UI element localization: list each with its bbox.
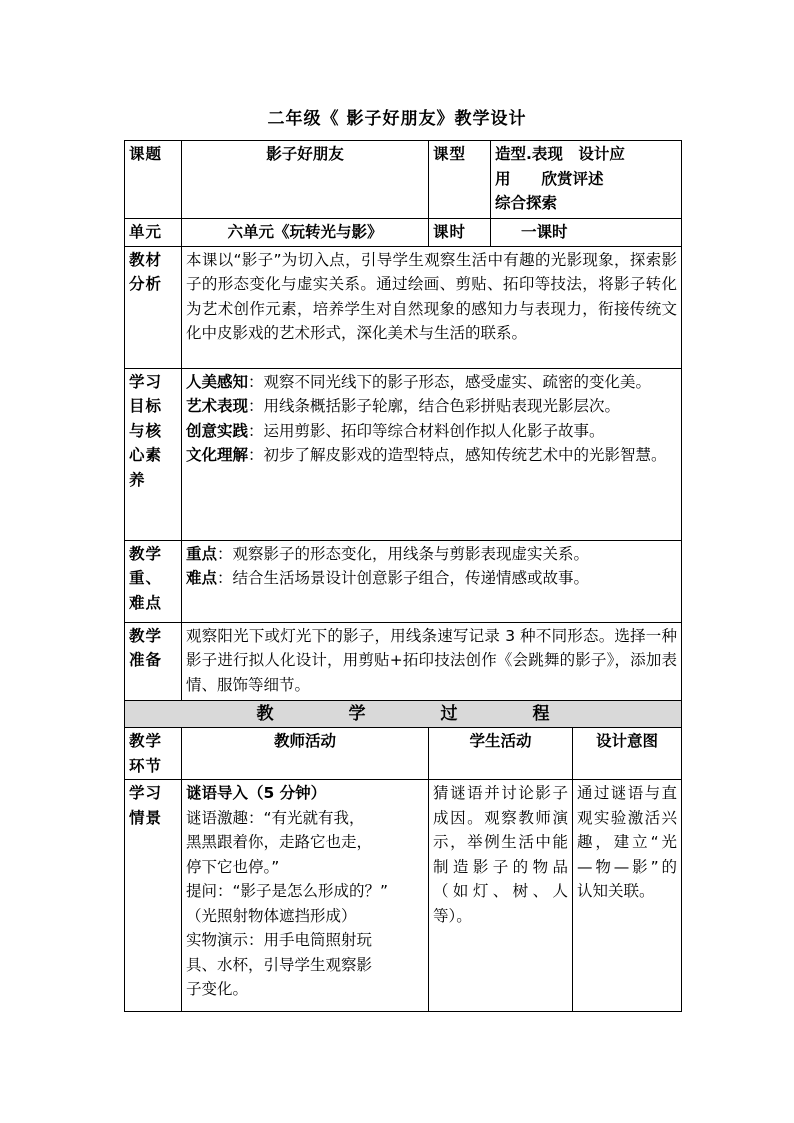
goal-aesthetic-key: 人美感知 <box>186 372 249 391</box>
col-stage-header: 教学环节 <box>125 728 182 780</box>
teacher-line-3: 停下它也停。” <box>186 857 280 876</box>
unit-value: 六单元《玩转光与影》 <box>182 219 429 247</box>
teacher-line-1: 谜语激趣：“有光就有我， <box>186 808 365 827</box>
type-label: 课型 <box>429 141 491 219</box>
goal-expression <box>186 394 677 419</box>
hours-value: 一课时 <box>491 219 682 247</box>
prep-label: 教学准备 <box>125 622 182 700</box>
goal-practice <box>186 419 677 444</box>
type-value-line-1: 造型.表现 设计应 <box>495 145 625 163</box>
analysis-label: 教材分析 <box>125 246 182 368</box>
topic-value: 影子好朋友 <box>182 141 429 219</box>
hard-point-label: 难点 <box>186 569 218 587</box>
goal-culture-text: ：初步了解皮影戏的造型特点，感知传统艺术中的光影智慧。 <box>248 446 667 464</box>
document-title: 二年级《 影子好朋友》教学设计 <box>267 109 527 129</box>
analysis-text: 本课以“影子”为切入点，引导学生观察生活中有趣的光影现象，探索影子的形态变化与虚实关系。通过绘画、剪贴、拓印等技法，将影子转化为艺术创作元素，培养学生对自然现象的感知力与表现力，衔接传统文化中皮影戏的艺术形式，深化美术与生活的联系。 <box>182 246 682 368</box>
row-process-header <box>125 728 682 780</box>
prep-text: 观察阳光下或灯光下的影子，用线条速写记录 3 种不同形态。选择一种影子进行拟人化设计，用剪贴+拓印技法创作《会跳舞的影子》，添加表情、服饰等细节。 <box>182 622 682 700</box>
goals-content <box>182 368 682 540</box>
keypoints-content <box>182 540 682 622</box>
goal-expression-text: ：用线条概括影子轮廓，结合色彩拼贴表现光影层次。 <box>248 397 621 415</box>
banner-char-1: 教 <box>256 703 274 724</box>
row-process-stage <box>125 780 682 1012</box>
row-keypoints <box>125 540 682 622</box>
goal-culture <box>186 443 677 468</box>
teacher-line-8: 子变化。 <box>186 980 249 998</box>
hard-point-text: ：结合生活场景设计创意影子组合，传递情感或故事。 <box>217 569 590 587</box>
teacher-line-7: 具、水杯，引导学生观察影 <box>186 955 373 974</box>
lesson-plan-table <box>124 140 682 728</box>
goal-culture-key: 文化理解 <box>186 446 249 464</box>
goals-label: 学习目标与核心素养 <box>125 368 182 540</box>
row-goals <box>125 368 682 540</box>
student-activity: 猜谜语并讨论影子成因。观察教师演示，举例生活中能制造影子的物品（如灯、树、人等）。 <box>429 780 573 1012</box>
goal-expression-key: 艺术表现 <box>186 397 249 415</box>
keypoints-label: 教学重、难点 <box>125 540 182 622</box>
key-point <box>186 542 677 567</box>
key-point-text: ：观察影子的形态变化，用线条与剪影表现虚实关系。 <box>217 544 590 563</box>
stage-label: 学习情景 <box>125 780 182 1012</box>
unit-label: 单元 <box>125 219 182 247</box>
row-analysis <box>125 246 682 368</box>
process-banner <box>125 700 682 728</box>
col-teacher-header: 教师活动 <box>182 728 429 780</box>
row-topic <box>125 141 682 219</box>
row-prep <box>125 622 682 700</box>
teacher-line-5: （光照射物体遮挡形成） <box>186 906 357 925</box>
banner-char-4: 程 <box>532 703 550 724</box>
col-student-header: 学生活动 <box>429 728 573 780</box>
goal-practice-text: ：运用剪影、拓印等综合材料创作拟人化影子故事。 <box>248 421 605 440</box>
teacher-line-6: 实物演示：用手电筒照射玩 <box>186 931 373 949</box>
row-unit <box>125 219 682 247</box>
process-table <box>124 727 682 1012</box>
topic-label: 课题 <box>125 141 182 219</box>
key-point-label: 重点 <box>186 544 218 563</box>
col-intent-header: 设计意图 <box>573 728 682 780</box>
type-value-line-2: 用 欣赏评述 <box>495 169 604 188</box>
teacher-heading: 谜语导入（5 分钟） <box>186 784 327 802</box>
type-value-line-3: 综合探索 <box>495 194 558 212</box>
banner-char-3: 过 <box>440 703 458 724</box>
hours-label: 课时 <box>429 219 491 247</box>
row-process-banner <box>125 700 682 728</box>
teacher-line-4: 提问：“影子是怎么形成的？” <box>186 882 389 900</box>
design-intent: 通过谜语与直观实验激活兴趣，建立“光—物—影”的认知关联。 <box>573 780 682 1012</box>
teacher-activity <box>182 780 429 1012</box>
type-value <box>491 141 682 219</box>
goal-aesthetic-text: ：观察不同光线下的影子形态，感受虚实、疏密的变化美。 <box>248 372 652 391</box>
banner-char-2: 学 <box>348 703 366 724</box>
teacher-line-2: 黑黑跟着你，走路它也走， <box>186 833 373 851</box>
goal-aesthetic <box>186 370 677 395</box>
hard-point <box>186 566 677 591</box>
goal-practice-key: 创意实践 <box>186 421 249 440</box>
